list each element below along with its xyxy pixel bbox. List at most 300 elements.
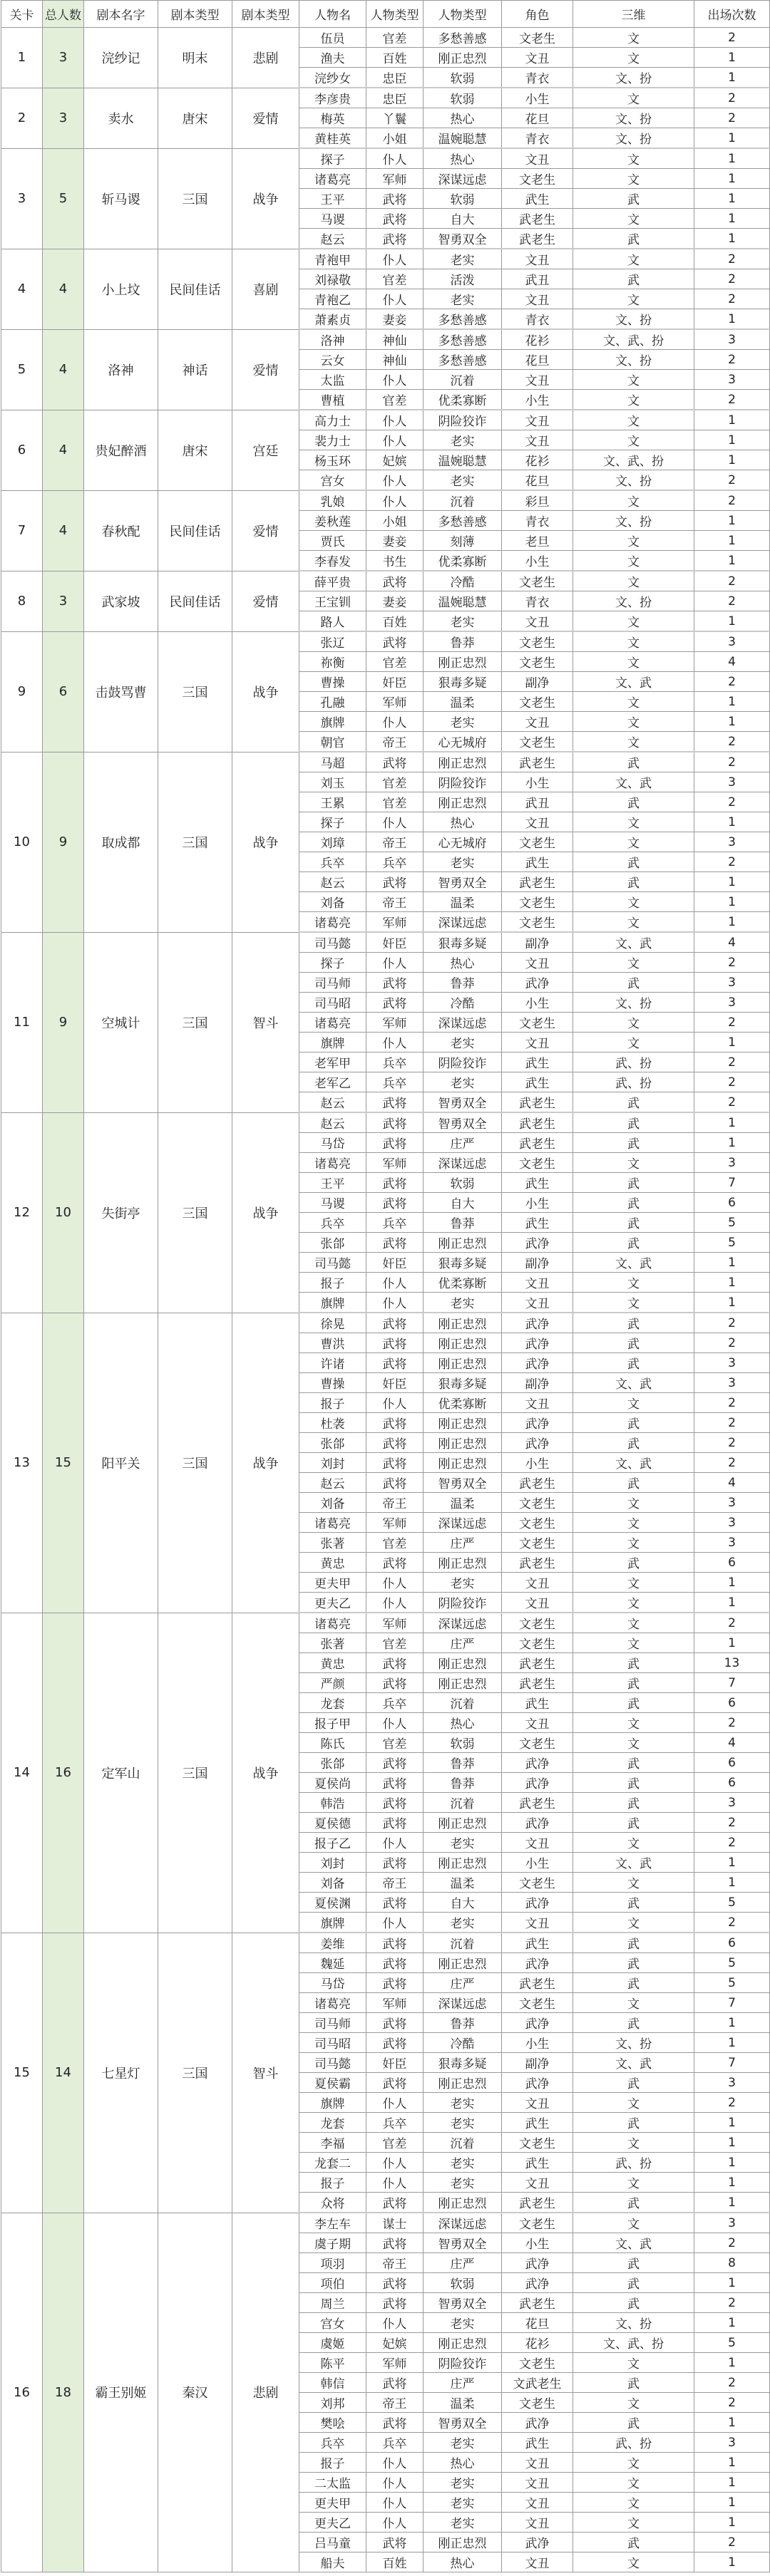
character-name: 司马懿 (299, 1253, 366, 1273)
character-appearances: 2 (694, 1072, 770, 1092)
character-status: 武将 (366, 1173, 423, 1193)
character-appearances: 1 (694, 2552, 770, 2572)
character-attributes: 武 (573, 2413, 694, 2433)
character-status: 军师 (366, 1513, 423, 1533)
character-role: 文丑 (502, 1393, 573, 1413)
character-status: 武将 (366, 1313, 423, 1333)
character-temperament: 优柔寡断 (423, 551, 502, 571)
script-genre-cell: 爱情 (232, 490, 299, 571)
character-temperament: 刚正忠烈 (423, 752, 502, 772)
character-status: 仆人 (366, 1913, 423, 1933)
character-appearances: 2 (694, 672, 770, 692)
character-appearances: 1 (694, 712, 770, 732)
script-name-cell: 洛神 (84, 329, 158, 410)
character-appearances: 3 (694, 370, 770, 390)
character-name: 旗牌 (299, 1033, 366, 1052)
script-era-cell: 唐宋 (158, 410, 232, 490)
character-appearances: 2 (694, 732, 770, 752)
character-appearances: 1 (694, 2193, 770, 2213)
character-name: 刘备 (299, 892, 366, 912)
script-name-cell: 斩马谡 (84, 148, 158, 249)
character-temperament: 深谋远虑 (423, 1513, 502, 1533)
character-role: 小生 (502, 2033, 573, 2053)
character-appearances: 13 (694, 1653, 770, 1673)
character-status: 武将 (366, 973, 423, 993)
header-role: 角色 (502, 1, 573, 28)
total-cell: 3 (43, 88, 84, 148)
character-status: 仆人 (366, 1713, 423, 1733)
character-attributes: 武 (573, 2113, 694, 2133)
level-cell: 9 (1, 631, 43, 752)
character-temperament: 冷酷 (423, 2033, 502, 2053)
character-role: 文丑 (502, 48, 573, 68)
table-row (1, 410, 770, 430)
character-temperament: 热心 (423, 953, 502, 973)
character-name: 旗牌 (299, 712, 366, 732)
character-status: 神仙 (366, 329, 423, 350)
character-attributes: 文 (573, 1833, 694, 1853)
character-appearances: 2 (694, 28, 770, 48)
character-role: 武净 (502, 973, 573, 993)
character-temperament: 阴险狡诈 (423, 1593, 502, 1613)
header-script-type-genre: 剧本类型 (232, 1, 299, 28)
character-name: 二太监 (299, 2473, 366, 2493)
character-appearances: 3 (694, 1493, 770, 1513)
character-name: 萧素贞 (299, 309, 366, 330)
character-status: 军师 (366, 1993, 423, 2013)
character-temperament: 狠毒多疑 (423, 672, 502, 692)
character-attributes: 武 (573, 852, 694, 872)
character-attributes: 文 (573, 652, 694, 672)
character-attributes: 文、扮 (573, 350, 694, 370)
character-appearances: 6 (694, 1553, 770, 1573)
character-temperament: 刚正忠烈 (423, 1433, 502, 1453)
character-status: 妻妾 (366, 531, 423, 551)
character-attributes: 武 (573, 229, 694, 249)
character-attributes: 文、扮 (573, 2313, 694, 2333)
character-role: 武生 (502, 1072, 573, 1092)
character-appearances: 1 (694, 2273, 770, 2293)
character-attributes: 武 (573, 1353, 694, 1373)
character-status: 武将 (366, 1413, 423, 1433)
character-role: 文老生 (502, 832, 573, 852)
character-attributes: 文 (573, 1733, 694, 1753)
character-role: 彩旦 (502, 490, 573, 511)
character-name: 高力士 (299, 410, 366, 430)
character-appearances: 1 (694, 2173, 770, 2193)
character-attributes: 文 (573, 390, 694, 410)
character-attributes: 武 (573, 973, 694, 993)
character-role: 文丑 (502, 2473, 573, 2493)
character-temperament: 老实 (423, 611, 502, 632)
total-cell: 4 (43, 410, 84, 490)
character-temperament: 老实 (423, 430, 502, 450)
character-temperament: 热心 (423, 812, 502, 832)
character-temperament: 温柔 (423, 1493, 502, 1513)
character-name: 龙套 (299, 1693, 366, 1713)
character-attributes: 文 (573, 551, 694, 571)
character-role: 武生 (502, 2433, 573, 2453)
character-appearances: 3 (694, 329, 770, 350)
character-temperament: 刚正忠烈 (423, 652, 502, 672)
character-role: 武老生 (502, 1473, 573, 1493)
character-appearances: 1 (694, 912, 770, 933)
character-name: 太监 (299, 370, 366, 390)
character-temperament: 庄严 (423, 1133, 502, 1153)
character-attributes: 文 (573, 712, 694, 732)
script-genre-cell: 爱情 (232, 329, 299, 410)
character-status: 武将 (366, 1933, 423, 1953)
character-status: 军师 (366, 2353, 423, 2373)
character-temperament: 深谋远虑 (423, 912, 502, 933)
header-appearances: 出场次数 (694, 1, 770, 28)
character-appearances: 1 (694, 1112, 770, 1133)
script-era-cell: 民间佳话 (158, 490, 232, 571)
character-appearances: 2 (694, 269, 770, 289)
character-status: 妻妾 (366, 309, 423, 330)
character-role: 文老生 (502, 1633, 573, 1653)
character-appearances: 1 (694, 1873, 770, 1893)
character-attributes: 文 (573, 1393, 694, 1413)
character-appearances: 1 (694, 2033, 770, 2053)
character-attributes: 文 (573, 692, 694, 712)
character-role: 文老生 (502, 1153, 573, 1173)
character-appearances: 7 (694, 1673, 770, 1693)
table-row (1, 2213, 770, 2233)
character-role: 青衣 (502, 68, 573, 88)
character-appearances: 1 (694, 1573, 770, 1593)
script-era-cell: 明末 (158, 28, 232, 88)
character-attributes: 文 (573, 892, 694, 912)
character-attributes: 文、武 (573, 1373, 694, 1393)
total-cell: 3 (43, 571, 84, 631)
character-temperament: 刚正忠烈 (423, 1553, 502, 1573)
character-name: 司马师 (299, 2013, 366, 2033)
character-attributes: 文 (573, 912, 694, 933)
character-role: 武净 (502, 1433, 573, 1453)
level-cell: 16 (1, 2213, 43, 2572)
character-role: 老旦 (502, 531, 573, 551)
character-temperament: 狠毒多疑 (423, 1373, 502, 1393)
character-status: 武将 (366, 2373, 423, 2393)
character-temperament: 庄严 (423, 2373, 502, 2393)
character-role: 文老生 (502, 912, 573, 933)
character-role: 文丑 (502, 812, 573, 832)
character-attributes: 武 (573, 1553, 694, 1573)
character-appearances: 5 (694, 1953, 770, 1973)
character-status: 仆人 (366, 1393, 423, 1413)
total-cell: 6 (43, 631, 84, 752)
character-temperament: 刚正忠烈 (423, 1673, 502, 1693)
character-status: 军师 (366, 912, 423, 933)
character-attributes: 武 (573, 2073, 694, 2093)
character-status: 武将 (366, 229, 423, 249)
character-status: 武将 (366, 1433, 423, 1453)
character-appearances: 5 (694, 1213, 770, 1233)
character-temperament: 智勇双全 (423, 1112, 502, 1133)
character-attributes: 文、扮 (573, 108, 694, 128)
character-appearances: 6 (694, 1933, 770, 1953)
character-name: 探子 (299, 953, 366, 973)
character-temperament: 阴险狡诈 (423, 772, 502, 792)
character-appearances: 2 (694, 2293, 770, 2313)
script-name-cell: 武家坡 (84, 571, 158, 631)
character-temperament: 刚正忠烈 (423, 2193, 502, 2213)
script-genre-cell: 战争 (232, 1613, 299, 1933)
character-temperament: 温柔 (423, 1873, 502, 1893)
character-attributes: 文 (573, 490, 694, 511)
character-name: 报子甲 (299, 1713, 366, 1733)
character-name: 梅英 (299, 108, 366, 128)
character-appearances: 2 (694, 1813, 770, 1833)
script-era-cell: 秦汉 (158, 2213, 232, 2572)
character-temperament: 热心 (423, 2552, 502, 2572)
script-era-cell: 三国 (158, 1933, 232, 2213)
character-appearances: 1 (694, 2513, 770, 2533)
character-attributes: 文 (573, 1513, 694, 1533)
character-appearances: 2 (694, 1393, 770, 1413)
character-role: 文丑 (502, 2173, 573, 2193)
character-status: 神仙 (366, 350, 423, 370)
character-appearances: 5 (694, 1233, 770, 1253)
character-appearances: 4 (694, 932, 770, 953)
character-status: 武将 (366, 2013, 423, 2033)
character-appearances: 2 (694, 1613, 770, 1633)
character-appearances: 1 (694, 189, 770, 209)
character-role: 文丑 (502, 2453, 573, 2473)
script-era-cell: 三国 (158, 1313, 232, 1613)
character-status: 仆人 (366, 2493, 423, 2513)
character-status: 奸臣 (366, 1373, 423, 1393)
script-era-cell: 三国 (158, 631, 232, 752)
total-cell: 4 (43, 329, 84, 410)
character-appearances: 1 (694, 450, 770, 470)
character-attributes: 文 (573, 88, 694, 108)
character-temperament: 心无城府 (423, 832, 502, 852)
character-status: 忠臣 (366, 68, 423, 88)
character-name: 张辽 (299, 631, 366, 652)
character-role: 武净 (502, 1233, 573, 1253)
level-cell: 14 (1, 1613, 43, 1933)
character-role: 武生 (502, 1213, 573, 1233)
character-appearances: 3 (694, 1513, 770, 1533)
character-status: 仆人 (366, 1573, 423, 1593)
character-role: 文丑 (502, 2552, 573, 2572)
level-cell: 12 (1, 1112, 43, 1313)
character-temperament: 刚正忠烈 (423, 1413, 502, 1433)
character-attributes: 文 (573, 1153, 694, 1173)
character-status: 小姐 (366, 128, 423, 149)
character-attributes: 武 (573, 1413, 694, 1433)
character-temperament: 温柔 (423, 892, 502, 912)
character-role: 青衣 (502, 511, 573, 531)
character-role: 副净 (502, 2053, 573, 2073)
character-status: 军师 (366, 692, 423, 712)
character-temperament: 阴险狡诈 (423, 2353, 502, 2373)
character-appearances: 2 (694, 350, 770, 370)
character-name: 探子 (299, 812, 366, 832)
character-temperament: 多愁善感 (423, 28, 502, 48)
character-appearances: 1 (694, 872, 770, 892)
character-status: 武将 (366, 1813, 423, 1833)
level-cell: 11 (1, 932, 43, 1112)
character-temperament: 刚正忠烈 (423, 1813, 502, 1833)
character-role: 文丑 (502, 249, 573, 269)
character-appearances: 1 (694, 148, 770, 169)
character-status: 兵卒 (366, 1052, 423, 1072)
character-attributes: 武 (573, 1653, 694, 1673)
character-attributes: 武、扮 (573, 1052, 694, 1072)
character-role: 武老生 (502, 872, 573, 892)
script-name-cell: 七星灯 (84, 1933, 158, 2213)
character-name: 许诸 (299, 1353, 366, 1373)
character-role: 武老生 (502, 1793, 573, 1813)
character-status: 仆人 (366, 2313, 423, 2333)
character-name: 云女 (299, 350, 366, 370)
character-temperament: 老实 (423, 2113, 502, 2133)
character-role: 文老生 (502, 1733, 573, 1753)
character-name: 赵云 (299, 229, 366, 249)
character-name: 严颜 (299, 1673, 366, 1693)
character-role: 武老生 (502, 752, 573, 772)
character-status: 百姓 (366, 2552, 423, 2572)
total-cell: 18 (43, 2213, 84, 2572)
character-appearances: 3 (694, 1353, 770, 1373)
character-status: 仆人 (366, 410, 423, 430)
character-temperament: 刚正忠烈 (423, 1853, 502, 1873)
character-name: 路人 (299, 611, 366, 632)
character-role: 武净 (502, 1313, 573, 1333)
character-role: 武老生 (502, 1133, 573, 1153)
character-role: 武净 (502, 1753, 573, 1773)
character-attributes: 文、扮 (573, 993, 694, 1013)
character-attributes: 文 (573, 2393, 694, 2413)
character-status: 武将 (366, 1773, 423, 1793)
character-status: 武将 (366, 189, 423, 209)
script-name-cell: 定军山 (84, 1613, 158, 1933)
character-temperament: 沉着 (423, 2133, 502, 2153)
character-temperament: 刻薄 (423, 531, 502, 551)
character-appearances: 1 (694, 2353, 770, 2373)
character-attributes: 武 (573, 1753, 694, 1773)
script-era-cell: 三国 (158, 932, 232, 1112)
level-cell: 3 (1, 148, 43, 249)
table-row (1, 1613, 770, 1633)
character-status: 武将 (366, 1853, 423, 1873)
character-temperament: 智勇双全 (423, 2413, 502, 2433)
character-temperament: 阴险狡诈 (423, 410, 502, 430)
character-status: 官差 (366, 652, 423, 672)
character-status: 武将 (366, 872, 423, 892)
character-status: 仆人 (366, 470, 423, 491)
character-name: 贾氏 (299, 531, 366, 551)
character-status: 仆人 (366, 490, 423, 511)
character-status: 官差 (366, 1733, 423, 1753)
character-appearances: 1 (694, 1033, 770, 1052)
table-row (1, 1933, 770, 1953)
character-appearances: 6 (694, 1753, 770, 1773)
character-name: 报子 (299, 2453, 366, 2473)
character-status: 奸臣 (366, 932, 423, 953)
character-temperament: 热心 (423, 108, 502, 128)
character-role: 武净 (502, 2533, 573, 2552)
character-role: 文老生 (502, 1013, 573, 1033)
total-cell: 9 (43, 752, 84, 932)
character-status: 官差 (366, 390, 423, 410)
character-role: 文老生 (502, 1513, 573, 1533)
character-attributes: 文 (573, 169, 694, 189)
character-name: 张著 (299, 1533, 366, 1553)
character-name: 陈平 (299, 2353, 366, 2373)
character-attributes: 文、扮 (573, 591, 694, 611)
level-cell: 15 (1, 1933, 43, 2213)
character-name: 夏侯霸 (299, 2073, 366, 2093)
table-row (1, 249, 770, 269)
character-attributes: 文、扮 (573, 309, 694, 330)
character-temperament: 老实 (423, 2093, 502, 2113)
character-status: 官差 (366, 269, 423, 289)
character-status: 武将 (366, 1973, 423, 1993)
character-temperament: 刚正忠烈 (423, 1313, 502, 1333)
character-appearances: 3 (694, 1373, 770, 1393)
character-name: 旗牌 (299, 1293, 366, 1313)
script-era-cell: 三国 (158, 1613, 232, 1933)
character-name: 诸葛亮 (299, 169, 366, 189)
table-row (1, 490, 770, 511)
character-name: 司马师 (299, 973, 366, 993)
character-name: 张郃 (299, 1753, 366, 1773)
character-temperament: 智勇双全 (423, 229, 502, 249)
character-status: 仆人 (366, 812, 423, 832)
character-temperament: 智勇双全 (423, 2293, 502, 2313)
character-appearances: 2 (694, 2533, 770, 2552)
character-temperament: 优柔寡断 (423, 390, 502, 410)
table-row (1, 28, 770, 48)
character-appearances: 1 (694, 892, 770, 912)
character-name: 马谡 (299, 209, 366, 229)
character-role: 文丑 (502, 1593, 573, 1613)
character-status: 武将 (366, 1233, 423, 1253)
character-appearances: 1 (694, 551, 770, 571)
character-temperament: 智勇双全 (423, 872, 502, 892)
character-name: 渔夫 (299, 48, 366, 68)
character-temperament: 老实 (423, 2313, 502, 2333)
script-era-cell: 三国 (158, 1112, 232, 1313)
character-appearances: 1 (694, 611, 770, 632)
character-temperament: 刚正忠烈 (423, 792, 502, 812)
character-attributes: 文 (573, 1293, 694, 1313)
character-status: 武将 (366, 1673, 423, 1693)
character-name: 王宝钏 (299, 591, 366, 611)
header-script-type-era: 剧本类型 (158, 1, 232, 28)
character-attributes: 文 (573, 1873, 694, 1893)
character-attributes: 武 (573, 1673, 694, 1693)
character-status: 帝王 (366, 1493, 423, 1513)
character-status: 武将 (366, 993, 423, 1013)
character-appearances: 2 (694, 2233, 770, 2253)
character-status: 仆人 (366, 1273, 423, 1293)
character-name: 兵卒 (299, 852, 366, 872)
character-name: 青袍甲 (299, 249, 366, 269)
character-name: 夏侯渊 (299, 1893, 366, 1913)
header-character-name: 人物名 (299, 1, 366, 28)
table-row (1, 329, 770, 350)
character-role: 文丑 (502, 953, 573, 973)
character-role: 文丑 (502, 2493, 573, 2513)
character-appearances: 3 (694, 2073, 770, 2093)
character-appearances: 1 (694, 48, 770, 68)
character-role: 文丑 (502, 1273, 573, 1293)
